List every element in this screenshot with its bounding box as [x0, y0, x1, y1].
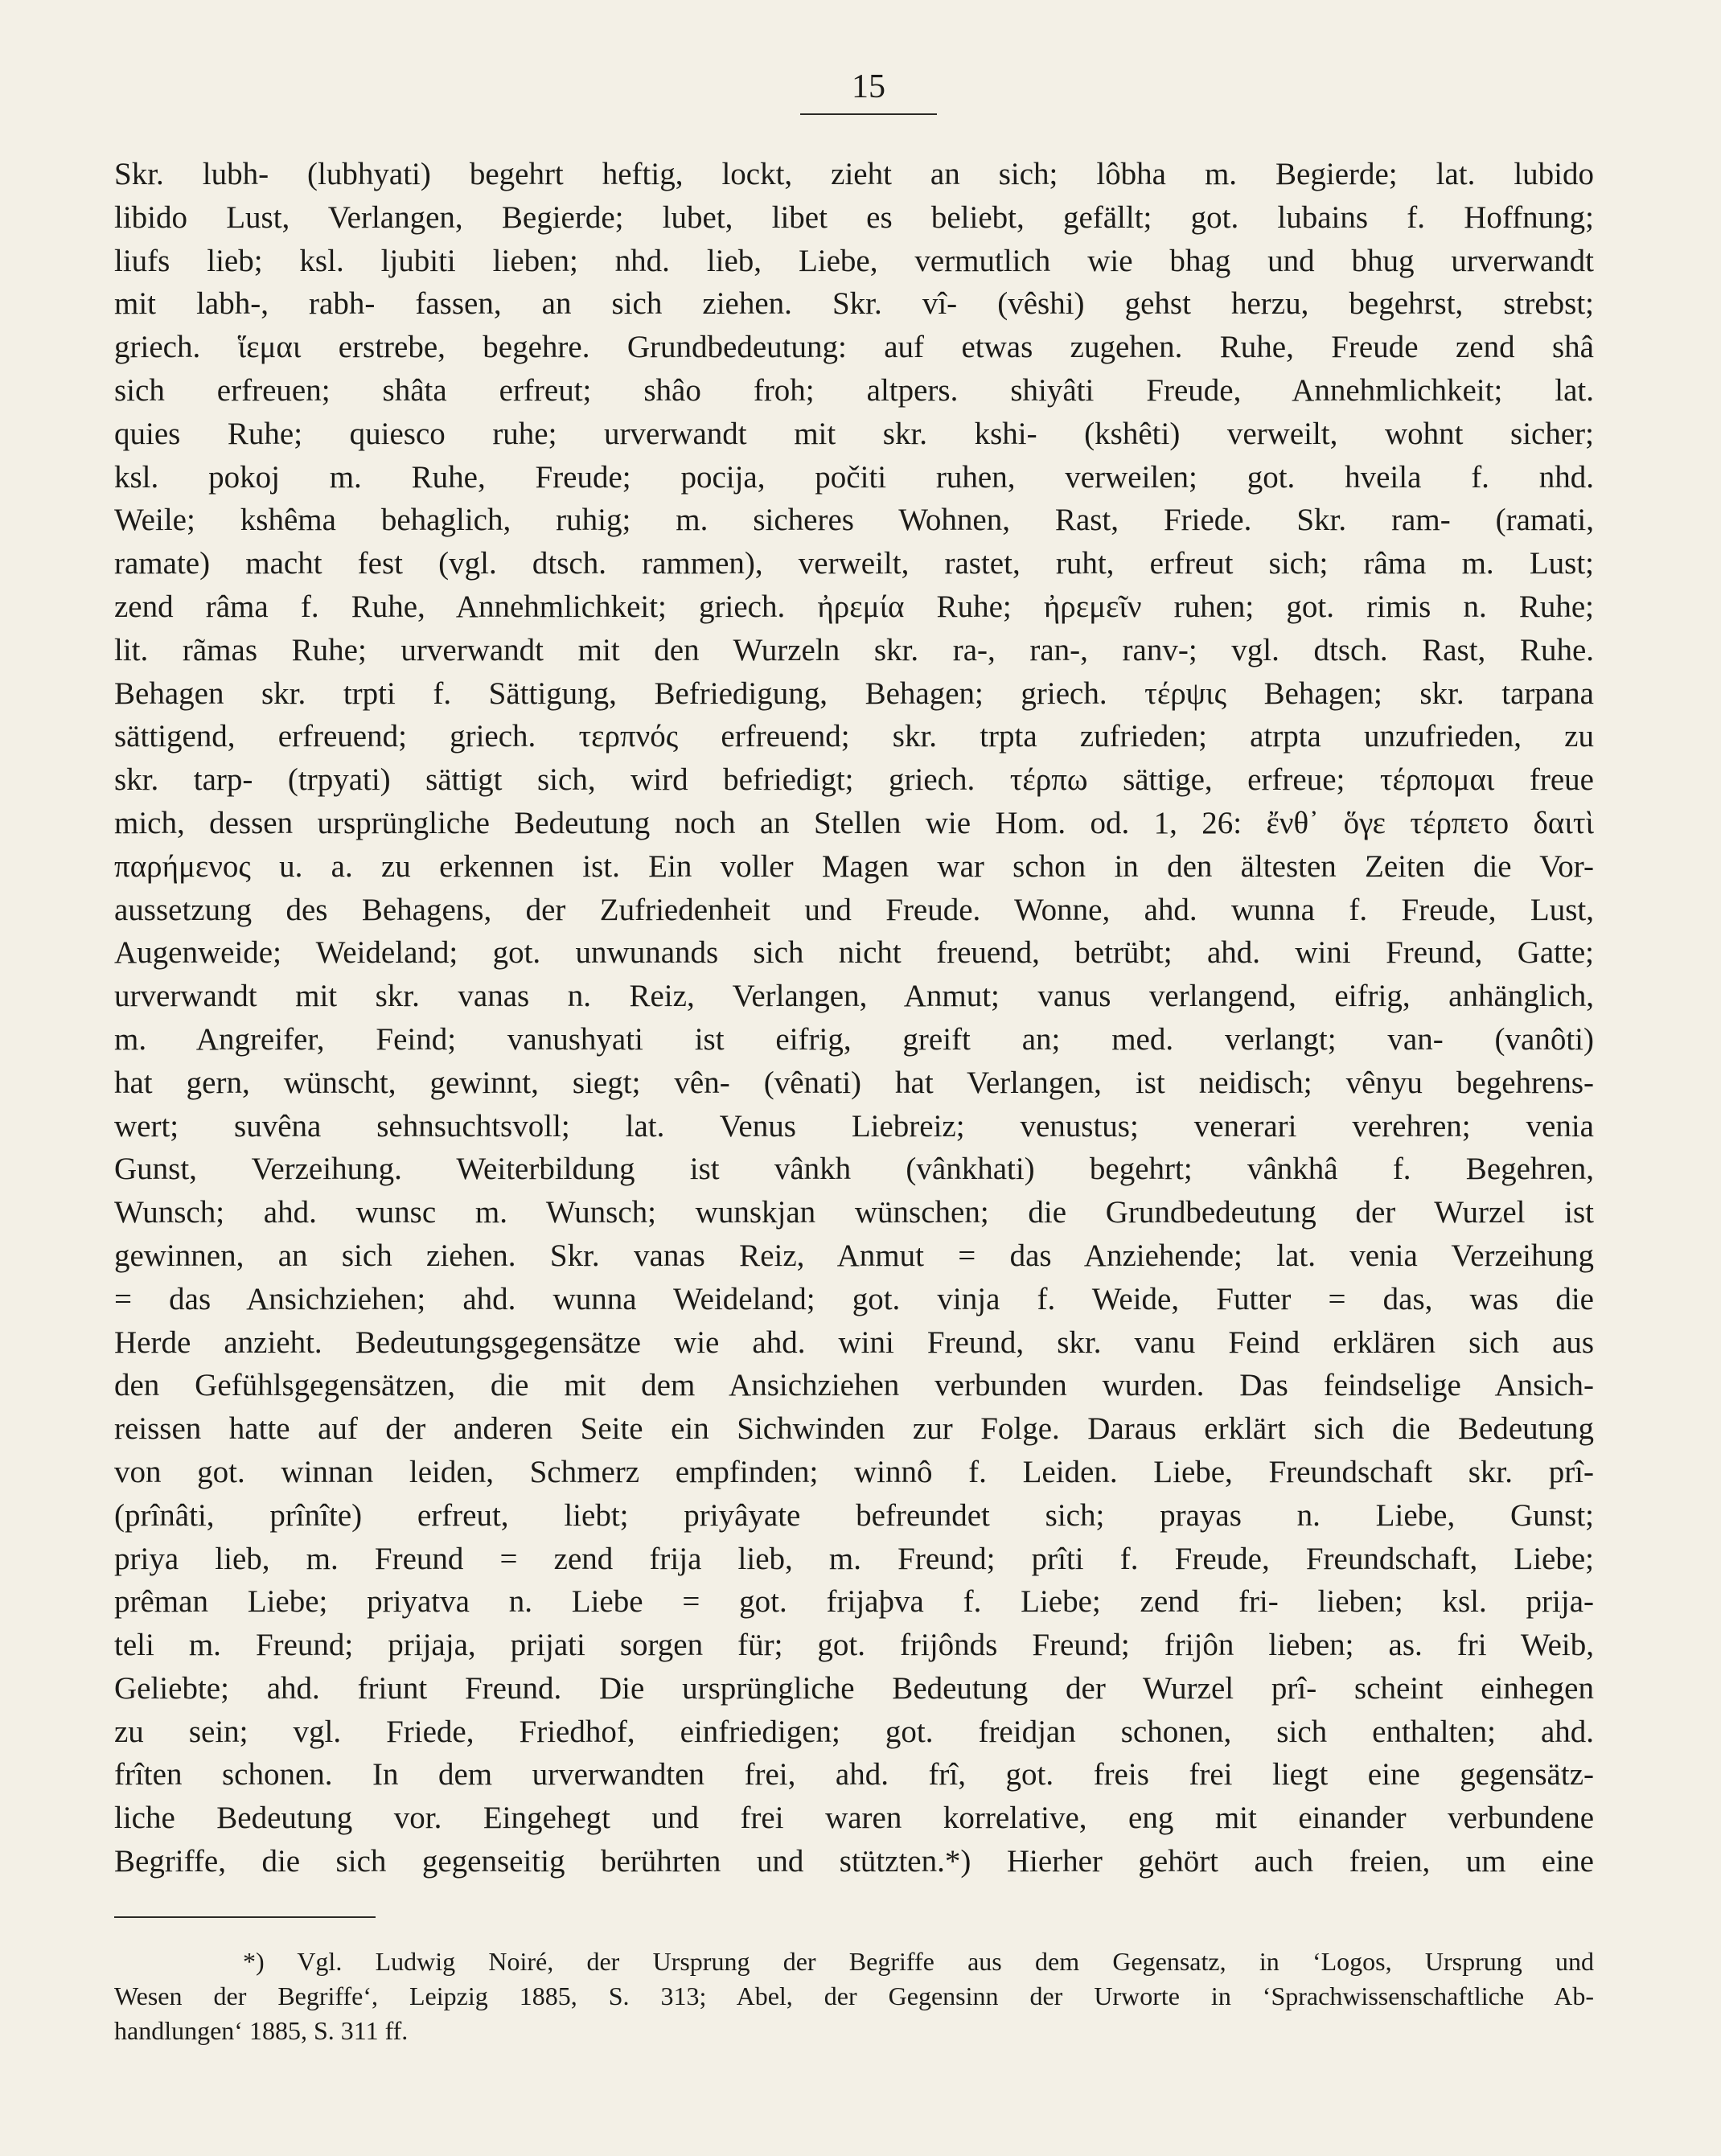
text-line: hat gern, wünscht, gewinnt, siegt; vên- (vênati) hat Verlangen, ist neidisch; vênyu begehrens-: [114, 1065, 1594, 1100]
text-line: Augenweide; Weideland; got. unwunands sich nicht freuend, betrübt; ahd. wini Freund, Gatte;: [114, 935, 1594, 971]
footnote-line: Wesen der Begriffe‘, Leipzig 1885, S. 313; Abel, der Gegensinn der Urworte in ‘Sprachwissenschaftliche Ab-: [114, 1981, 1594, 2010]
text-line: = das Ansichziehen; ahd. wunna Weideland; got. vinja f. Weide, Futter = das, was die: [114, 1281, 1594, 1316]
text-line: mit labh-, rabh- fassen, an sich ziehen. Skr. vî- (vêshi) gehst herzu, begehrst, strebst;: [114, 286, 1594, 322]
footnote-rule: [114, 1916, 376, 1918]
text-line: frîten schonen. In dem urverwandten frei, ahd. frî, got. freis frei liegt eine gegensätz-: [114, 1757, 1594, 1793]
text-line: m. Angreifer, Feind; vanushyati ist eifrig, greift an; med. verlangt; van- (vanôti): [114, 1021, 1594, 1057]
page-number-rule: [800, 113, 937, 115]
text-line: von got. winnan leiden, Schmerz empfinden; winnô f. Leiden. Liebe, Freundschaft skr. prî-: [114, 1454, 1594, 1489]
text-line: Gunst, Verzeihung. Weiterbildung ist vânkh (vânkhati) begehrt; vânkhâ f. Begehren,: [114, 1152, 1594, 1187]
text-line: mich, dessen ursprüngliche Bedeutung noch an Stellen wie Hom. od. 1, 26: ἔνθ᾽ ὅγε τέρπετο δαιτὶ: [114, 805, 1594, 840]
text-line: liche Bedeutung vor. Eingehegt und frei waren korrelative, eng mit einander verbundene: [114, 1801, 1594, 1836]
footnote-line: handlungen‘ 1885, S. 311 ff.: [114, 2016, 409, 2045]
text-line: (prînâti, prînîte) erfreut, liebt; priyâyate befreundet sich; prayas n. Liebe, Gunst;: [114, 1497, 1594, 1533]
text-line: libido Lust, Verlangen, Begierde; lubet, libet es beliebt, gefällt; got. lubains f. Hoffnung;: [114, 199, 1594, 235]
text-line: wert; suvêna sehnsuchtsvoll; lat. Venus Liebreiz; venustus; venerari verehren; venia: [114, 1108, 1594, 1144]
page-number: 15: [852, 68, 885, 105]
text-line: Weile; kshêma behaglich, ruhig; m. sicheres Wohnen, Rast, Friede. Skr. ram- (ramati,: [114, 503, 1594, 538]
text-line: liufs lieb; ksl. ljubiti lieben; nhd. lieb, Liebe, vermutlich wie bhag und bhug urverwandt: [114, 243, 1594, 278]
text-line: sättigend, erfreuend; griech. τερπνός erfreuend; skr. trpta zufrieden; atrpta unzufrieden, zu: [114, 719, 1594, 754]
text-line: skr. tarp- (trpyati) sättigt sich, wird befriedigt; griech. τέρπω sättige, erfreue; τέρπομαι freue: [114, 762, 1594, 798]
text-line: teli m. Freund; prijaja, prijati sorgen für; got. frijônds Freund; frijôn lieben; as. fri Weib,: [114, 1628, 1594, 1663]
text-line: reissen hatte auf der anderen Seite ein Sichwinden zur Folge. Daraus erklärt sich die Bedeutung: [114, 1411, 1594, 1447]
text-line: Behagen skr. trpti f. Sättigung, Befriedigung, Behagen; griech. τέρψις Behagen; skr. tarpana: [114, 676, 1594, 711]
text-line: griech. ἵεμαι erstrebe, begehre. Grundbedeutung: auf etwas zugehen. Ruhe, Freude zend shâ: [114, 330, 1594, 365]
text-line: zu sein; vgl. Friede, Friedhof, einfriedigen; got. freidjan schonen, sich enthalten; ahd.: [114, 1714, 1594, 1749]
text-line: priya lieb, m. Freund = zend frija lieb, m. Freund; prîti f. Freude, Freundschaft, Liebe;: [114, 1541, 1594, 1576]
text-line: prêman Liebe; priyatva n. Liebe = got. frijaþva f. Liebe; zend fri- lieben; ksl. prija-: [114, 1584, 1594, 1620]
text-line: quies Ruhe; quiesco ruhe; urverwandt mit skr. kshi- (kshêti) verweilt, wohnt sicher;: [114, 416, 1594, 451]
text-line: Skr. lubh- (lubhyati) begehrt heftig, lockt, zieht an sich; lôbha m. Begierde; lat. lubido: [114, 157, 1594, 191]
text-line: urverwandt mit skr. vanas n. Reiz, Verlangen, Anmut; vanus verlangend, eifrig, anhänglich,: [114, 979, 1594, 1014]
text-line: ramate) macht fest (vgl. dtsch. rammen), verweilt, rastet, ruht, erfreut sich; râma m. Lust;: [114, 546, 1594, 581]
text-line: Geliebte; ahd. friunt Freund. Die ursprüngliche Bedeutung der Wurzel prî- scheint einhegen: [114, 1670, 1594, 1706]
text-line: den Gefühlsgegensätzen, die mit dem Ansichziehen verbunden wurden. Das feindselige Ansich-: [114, 1368, 1594, 1403]
text-line: ksl. pokoj m. Ruhe, Freude; pocija, počiti ruhen, verweilen; got. hveila f. nhd.: [114, 459, 1594, 495]
text-line: Herde anzieht. Bedeutungsgegensätze wie ahd. wini Freund, skr. vanu Feind erklären sich aus: [114, 1324, 1594, 1360]
body-text: [114, 153, 1594, 1883]
text-line: Wunsch; ahd. wunsc m. Wunsch; wunskjan wünschen; die Grundbedeutung der Wurzel ist: [114, 1195, 1594, 1230]
footnote: [114, 1945, 1594, 2048]
text-line: gewinnen, an sich ziehen. Skr. vanas Reiz, Anmut = das Anziehende; lat. venia Verzeihung: [114, 1238, 1594, 1273]
text-line: aussetzung des Behagens, der Zufriedenheit und Freude. Wonne, ahd. wunna f. Freude, Lust,: [114, 892, 1594, 927]
text-line: παρήμενος u. a. zu erkennen ist. Ein voller Magen war schon in den ältesten Zeiten die Vor-: [114, 848, 1594, 884]
footnote-line: *) Vgl. Ludwig Noiré, der Ursprung der Begriffe aus dem Gegensatz, in ‘Logos, Ursprung und: [243, 1947, 1594, 1976]
text-line: Begriffe, die sich gegenseitig berührten und stützten.*) Hierher gehört auch freien, um eine: [114, 1844, 1594, 1879]
text-line: zend râma f. Ruhe, Annehmlichkeit; griech. ἠρεμία Ruhe; ἠρεμεῖν ruhen; got. rimis n. Ruhe;: [114, 589, 1594, 624]
text-line: lit. rãmas Ruhe; urverwandt mit den Wurzeln skr. ra-, ran-, ranv-; vgl. dtsch. Rast, Ruhe.: [114, 632, 1594, 667]
text-line: sich erfreuen; shâta erfreut; shâo froh; altpers. shiyâti Freude, Annehmlichkeit; lat.: [114, 372, 1594, 408]
